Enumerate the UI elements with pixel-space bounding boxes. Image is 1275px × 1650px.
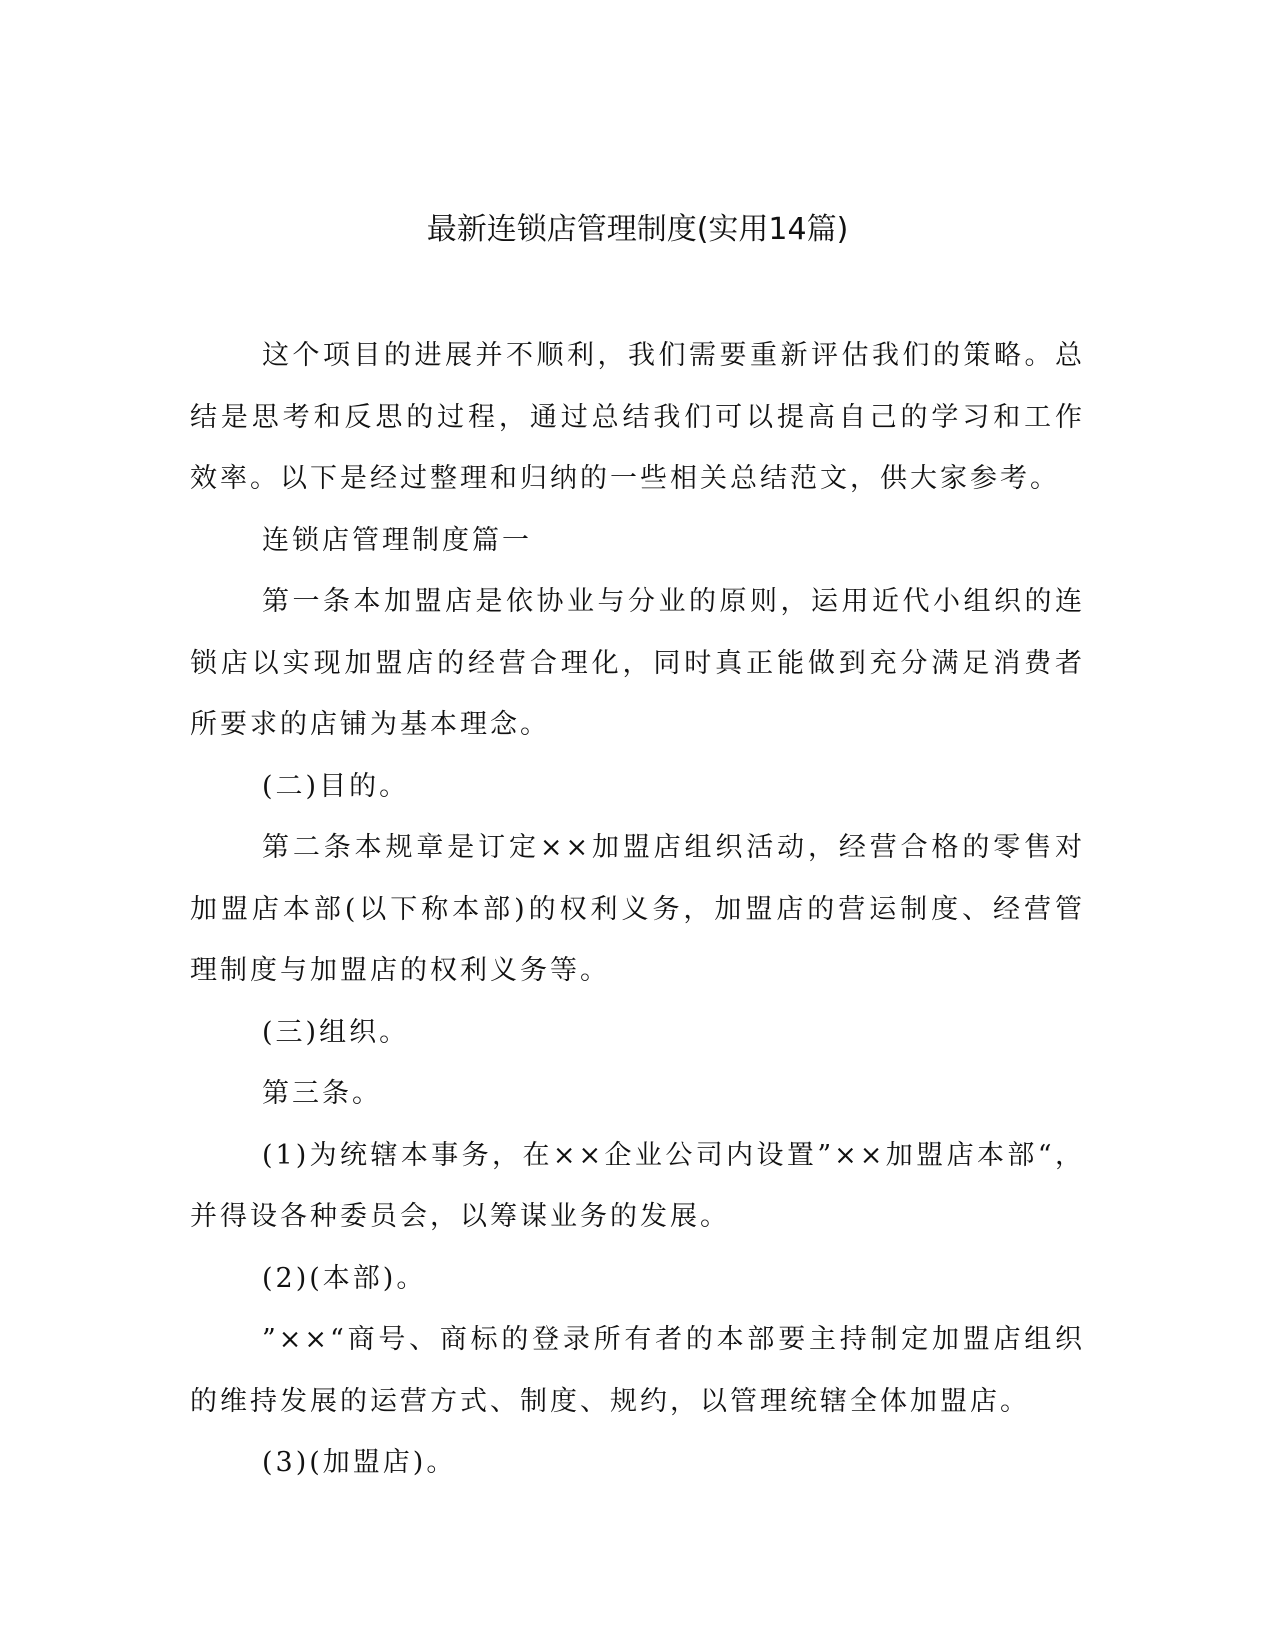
section-heading: 连锁店管理制度篇一 <box>262 524 532 556</box>
paragraph-heading-purpose: (二)目的。 <box>262 770 410 802</box>
paragraph-item-3: (3)(加盟店)。 <box>262 1447 457 1478</box>
paragraph-headquarters: ”××“商号、商标的登录所有者的本部要主持制定加盟店组织的维持发展的运营方式、制度、规约，以管理统辖全体加盟店。 <box>190 1324 1085 1417</box>
document-body <box>190 325 1085 1494</box>
paragraph-item-1: (1)为统辖本事务，在××企业公司内设置”××加盟店本部“，并得设各种委员会，以筹谋业务的发展。 <box>190 1139 1085 1232</box>
paragraph-heading-organization: (三)组织。 <box>262 1016 410 1048</box>
paragraph-article-2: 第二条本规章是订定××加盟店组织活动，经营合格的零售对加盟店本部(以下称本部)的权利义务，加盟店的营运制度、经营管理制度与加盟店的权利义务等。 <box>190 832 1085 986</box>
document-title: 最新连锁店管理制度(实用14篇) <box>426 212 849 247</box>
paragraph-article-3: 第三条。 <box>262 1078 382 1109</box>
paragraph-item-2: (2)(本部)。 <box>262 1262 427 1294</box>
paragraph-article-1: 第一条本加盟店是依协业与分业的原则，运用近代小组织的连锁店以实现加盟店的经营合理化，同时真正能做到充分满足消费者所要求的店铺为基本理念。 <box>190 586 1085 740</box>
paragraph-intro: 这个项目的进展并不顺利，我们需要重新评估我们的策略。总结是思考和反思的过程，通过总结我们可以提高自己的学习和工作效率。以下是经过整理和归纳的一些相关总结范文，供大家参考。 <box>190 340 1085 494</box>
